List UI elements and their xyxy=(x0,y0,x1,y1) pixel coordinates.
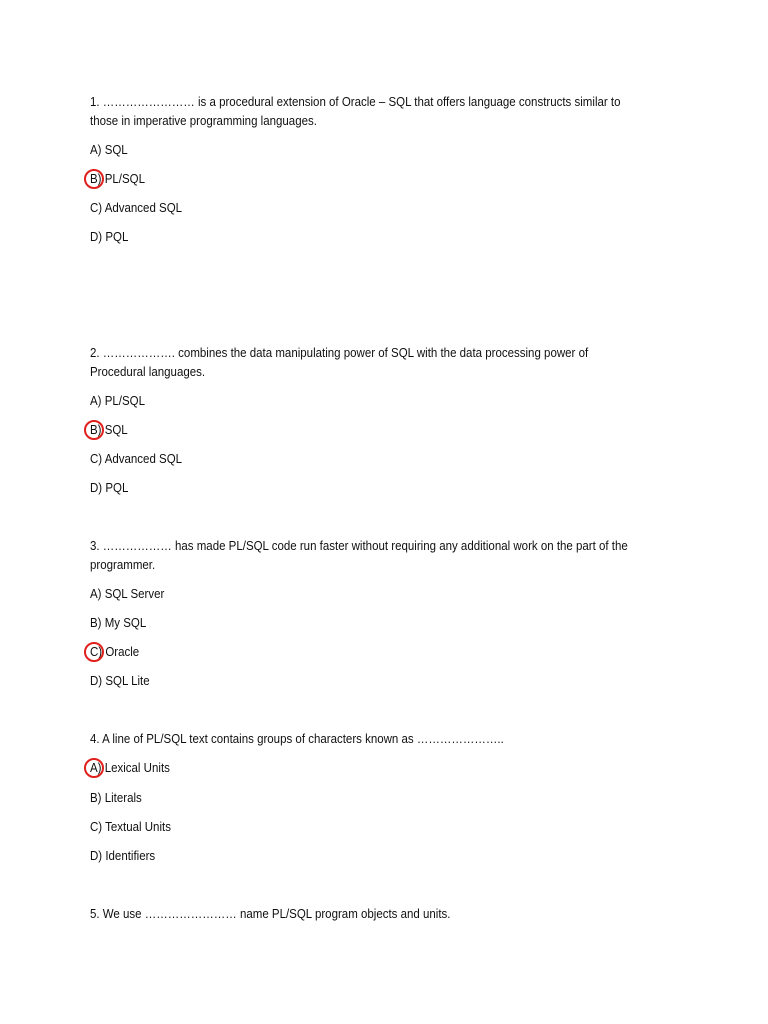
answer-circle-q1 xyxy=(84,169,104,189)
question-3-stem-line-1: 3. ……………… has made PL/SQL code run faster without requiring any additional work on the part of the xyxy=(90,539,628,553)
question-2-stem-line-1: 2. ………………. combines the data manipulating power of SQL with the data processing power of xyxy=(90,346,589,360)
question-3-option-a: A) SQL Server xyxy=(90,587,165,601)
question-1-option-a: A) SQL xyxy=(90,143,128,157)
question-2-stem-line-2: Procedural languages. xyxy=(90,365,206,379)
question-1-option-d: D) PQL xyxy=(90,230,129,244)
question-3-option-c: C) Oracle xyxy=(90,645,140,659)
question-1-option-b: B) PL/SQL xyxy=(90,172,145,186)
answer-circle-q2 xyxy=(84,420,104,440)
question-1-stem-line-1: 1. …………………… is a procedural extension of Oracle – SQL that offers language constructs similar to xyxy=(90,95,621,109)
question-4-option-a: A) Lexical Units xyxy=(90,761,170,775)
answer-circle-q4 xyxy=(84,758,104,778)
question-4-option-c: C) Textual Units xyxy=(90,820,171,834)
answer-circle-q3 xyxy=(84,642,104,662)
question-3-stem-line-2: programmer. xyxy=(90,558,156,572)
question-4-option-b: B) Literals xyxy=(90,791,142,805)
question-4-option-d: D) Identifiers xyxy=(90,849,156,863)
question-1-stem-line-2: those in imperative programming languages. xyxy=(90,114,317,128)
question-2-option-c: C) Advanced SQL xyxy=(90,452,183,466)
question-2-option-a: A) PL/SQL xyxy=(90,394,145,408)
question-1-option-c: C) Advanced SQL xyxy=(90,201,183,215)
question-2-option-b: B) SQL xyxy=(90,423,128,437)
question-4-stem-line-1: 4. A line of PL/SQL text contains groups of characters known as ………………….. xyxy=(90,732,504,746)
question-3-option-d: D) SQL Lite xyxy=(90,674,150,688)
question-2-option-d: D) PQL xyxy=(90,481,129,495)
question-5-stem-line-1: 5. We use …………………… name PL/SQL program objects and units. xyxy=(90,907,451,921)
question-3-option-b: B) My SQL xyxy=(90,616,147,630)
